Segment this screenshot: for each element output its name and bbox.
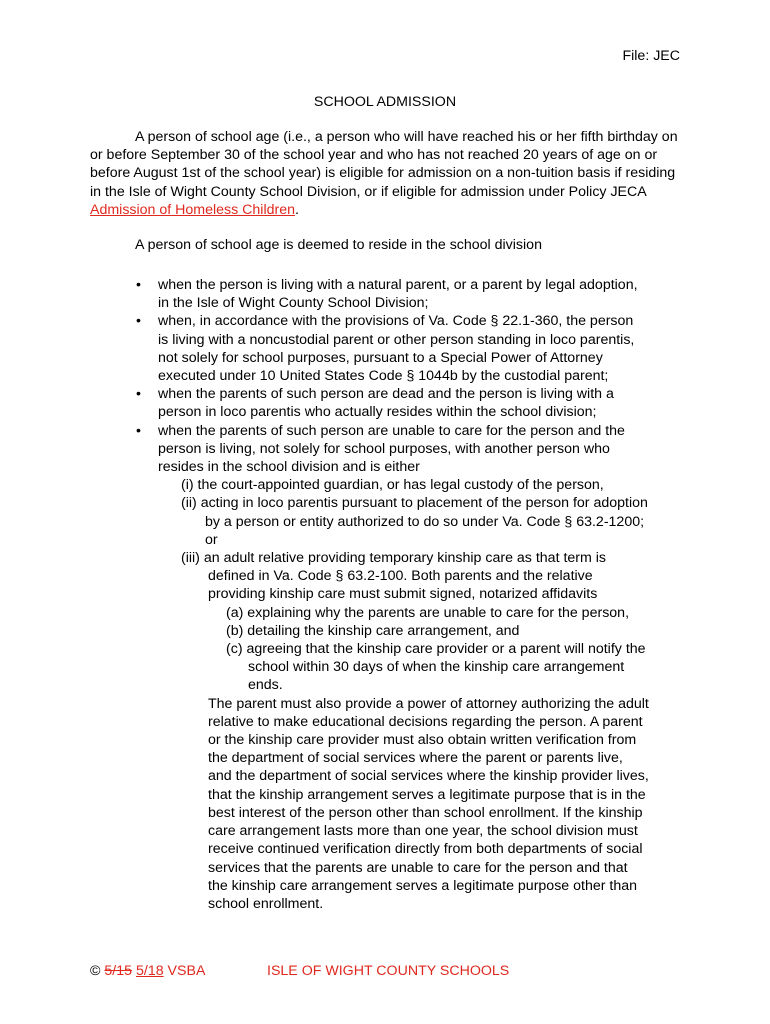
footer-division: ISLE OF WIGHT COUNTY SCHOOLS (267, 963, 510, 979)
bullet-line: in the Isle of Wight County School Division; (158, 295, 429, 312)
bullet-line: when the parents of such person are dead and the person is living with a (158, 386, 614, 403)
closing-paragraph-line: school enrollment. (208, 895, 324, 912)
bullet-icon: • (136, 313, 141, 330)
eligibility-text: A person of school age (i.e., a person who will have reached his or her fifth birthday on or before September 30 of the school year and who has not reached 20 years of age on or before August 1st of the school year) is eligible for admission on a non-tuition basis if residing in the Isle of Wight County School Division, or if eligible for admission under Policy JECA (90, 129, 678, 200)
closing-paragraph-line: that the kinship arrangement serves a legitimate purpose that is in the (208, 786, 646, 803)
sub-item-c-line: school within 30 days of when the kinship care arrangement (248, 659, 625, 676)
sub-item-i: (i) the court-appointed guardian, or has legal custody of the person, (181, 477, 604, 494)
sub-item-a: (a) explaining why the parents are unable to care for the person, (226, 604, 630, 621)
sub-item-ii-line: or (205, 531, 218, 548)
bullet-line: person is living, not solely for school purposes, with another person who (158, 440, 610, 457)
sub-item-b: (b) detailing the kinship care arrangement, and (226, 622, 520, 639)
bullet-icon: • (136, 422, 141, 439)
copyright-symbol: © (90, 963, 105, 979)
bullet-item-noncustodial (136, 312, 693, 385)
sub-item-ii-line: by a person or entity authorized to do so under Va. Code § 63.2-1200; (205, 513, 645, 530)
sub-item-iii: (iii) an adult relative providing temporary kinship care as that term is (181, 550, 607, 567)
bullet-item-parents-dead (136, 385, 693, 421)
bullet-line: when the person is living with a natural parent, or a parent by legal adoption, (158, 277, 638, 293)
footer-org: VSBA (163, 963, 206, 979)
bullet-line: resides in the school division and is either (158, 459, 420, 476)
file-label: File: JEC (622, 48, 680, 64)
bullet-line: when the parents of such person are unable to care for the person and the (158, 422, 625, 439)
footer-copyright (90, 962, 205, 980)
eligibility-tail: . (295, 201, 299, 218)
sub-item-iii-line: providing kinship care must submit signed, notarized affidavits (208, 586, 598, 603)
closing-paragraph-line: receive continued verification directly from both departments of social (208, 841, 643, 858)
homeless-policy-link[interactable]: Admission of Homeless Children (90, 201, 296, 218)
bullet-line: executed under 10 United States Code § 1044b by the custodial parent; (158, 368, 609, 385)
closing-paragraph-line: best interest of the person other than school enrollment. If the kinship (208, 804, 643, 821)
bullet-item-natural-parent (136, 276, 693, 312)
bullet-line: when, in accordance with the provisions of Va. Code § 22.1-360, the person (158, 313, 634, 330)
closing-paragraph-line: care arrangement lasts more than one year, the school division must (208, 823, 638, 840)
sub-item-c-line: ends. (248, 677, 283, 694)
sub-item-c: (c) agreeing that the kinship care provider or a parent will notify the (226, 641, 646, 658)
bullet-line: not solely for school purposes, pursuant to a Special Power of Attorney (158, 349, 603, 366)
sub-item-ii: (ii) acting in loco parentis pursuant to placement of the person for adoption (181, 495, 648, 512)
footer-old-date: 5/15 (104, 963, 133, 979)
closing-paragraph-line: or the kinship care provider must also obtain written verification from (208, 732, 637, 749)
bullet-line: person in loco parentis who actually resides within the school division; (158, 404, 597, 421)
sub-item-iii-line: defined in Va. Code § 63.2-100. Both parents and the relative (208, 568, 593, 585)
eligibility-paragraph (90, 128, 690, 219)
closing-paragraph-line: the kinship care arrangement serves a legitimate purpose other than (208, 877, 638, 894)
residence-bullet-list (136, 276, 693, 913)
closing-paragraph-line: and the department of social services where the kinship provider lives, (208, 768, 649, 785)
page-title: SCHOOL ADMISSION (313, 94, 457, 110)
bullet-item-parents-unable (136, 422, 693, 913)
closing-paragraph-line: The parent must also provide a power of attorney authorizing the adult (208, 695, 649, 712)
bullet-icon: • (136, 277, 141, 293)
closing-paragraph-line: relative to make educational decisions regarding the person. A parent (208, 713, 643, 730)
footer-new-date: 5/18 (135, 963, 164, 979)
bullet-line: is living with a noncustodial parent or other person standing in loco parentis, (158, 331, 635, 348)
closing-paragraph-line: services that the parents are unable to care for the person and that (208, 859, 628, 876)
residence-intro: A person of school age is deemed to reside in the school division (135, 237, 542, 253)
closing-paragraph-line: the department of social services where the parent or parents live, (208, 750, 623, 767)
bullet-icon: • (136, 386, 141, 403)
